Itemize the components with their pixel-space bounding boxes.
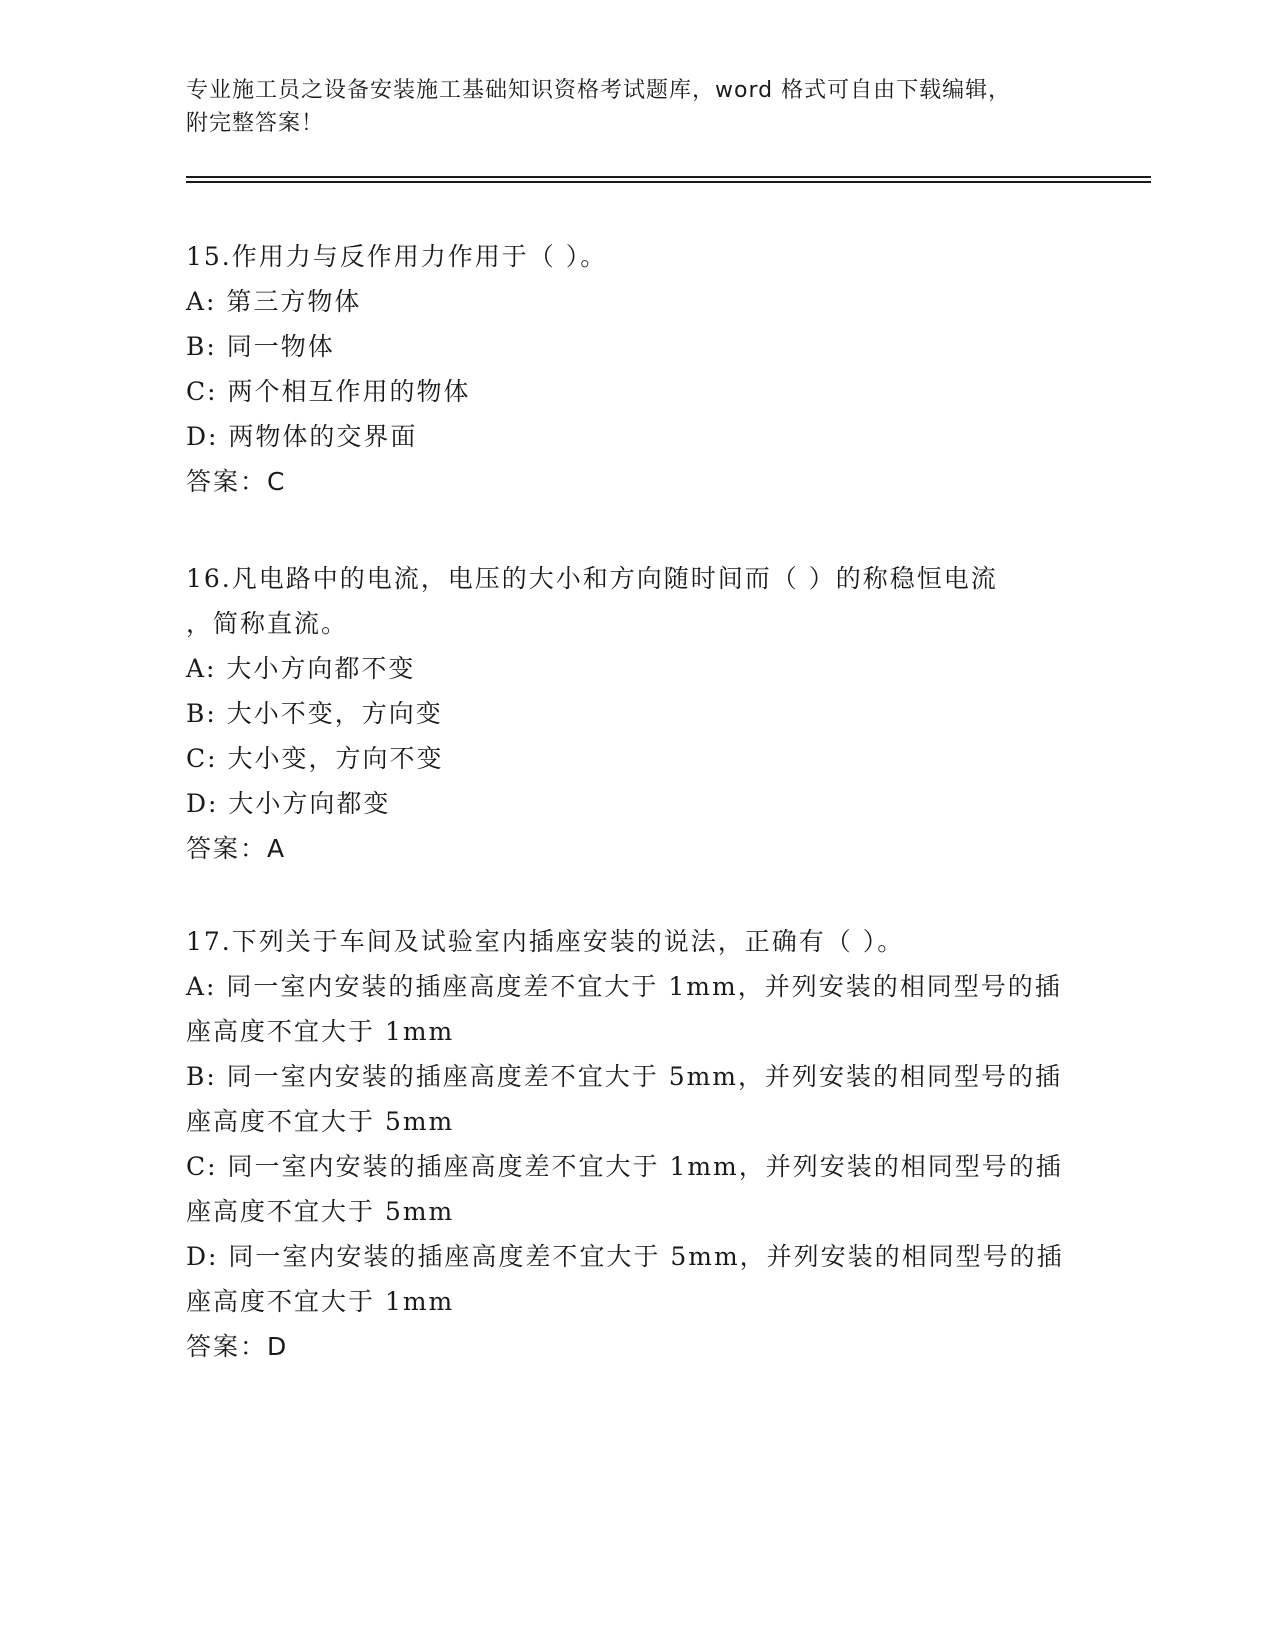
header-line-1: 专业施工员之设备安装施工基础知识资格考试题库，word 格式可自由下载编辑， [186, 78, 1012, 103]
answer-line [186, 1324, 1086, 1369]
question-stem-line-1: 16.凡电路中的电流，电压的大小和方向随时间而（ ）的称稳恒电流 [186, 564, 998, 593]
option-a: A: 同一室内安装的插座高度差不宜大于 1mm，并列安装的相同型号的插座高度不宜大于 1mm [186, 972, 1062, 1046]
option-b: B: 同一物体 [186, 332, 335, 361]
option-b: B: 同一室内安装的插座高度差不宜大于 5mm，并列安装的相同型号的插座高度不宜大于 5mm [186, 1062, 1063, 1136]
option-d: D: 两物体的交界面 [186, 422, 418, 451]
option-d: D: 大小方向都变 [186, 789, 391, 818]
question-stem: 17.下列关于车间及试验室内插座安装的说法，正确有（ ）。 [186, 927, 905, 956]
option-c: C: 大小变，方向不变 [186, 744, 444, 773]
answer-line [186, 459, 1086, 504]
option-d: D: 同一室内安装的插座高度差不宜大于 5mm，并列安装的相同型号的插座高度不宜大于 1mm [186, 1242, 1064, 1316]
answer-value: A [267, 834, 286, 863]
header-divider-bottom [186, 181, 1151, 183]
question-stem-line-2: ，简称直流。 [186, 609, 349, 638]
option-a: A: 第三方物体 [186, 287, 362, 316]
question-16 [186, 556, 1086, 871]
question-15 [186, 234, 1086, 504]
header-divider-top [186, 176, 1151, 178]
header-line-2: 附完整答案！ [186, 111, 325, 136]
answer-value: C [267, 467, 286, 496]
question-stem: 15.作用力与反作用力作用于（ ）。 [186, 242, 608, 271]
option-c: C: 同一室内安装的插座高度差不宜大于 1mm，并列安装的相同型号的插座高度不宜大于 5mm [186, 1152, 1063, 1226]
option-b: B: 大小不变，方向变 [186, 699, 443, 728]
question-17 [186, 919, 1086, 1369]
answer-line [186, 826, 1086, 871]
answer-label: 答案： [186, 467, 268, 496]
answer-label: 答案： [186, 834, 268, 863]
answer-value: D [267, 1332, 288, 1361]
option-c: C: 两个相互作用的物体 [186, 377, 471, 406]
option-a: A: 大小方向都不变 [186, 654, 416, 683]
answer-label: 答案： [186, 1332, 268, 1361]
document-header [186, 74, 1086, 140]
